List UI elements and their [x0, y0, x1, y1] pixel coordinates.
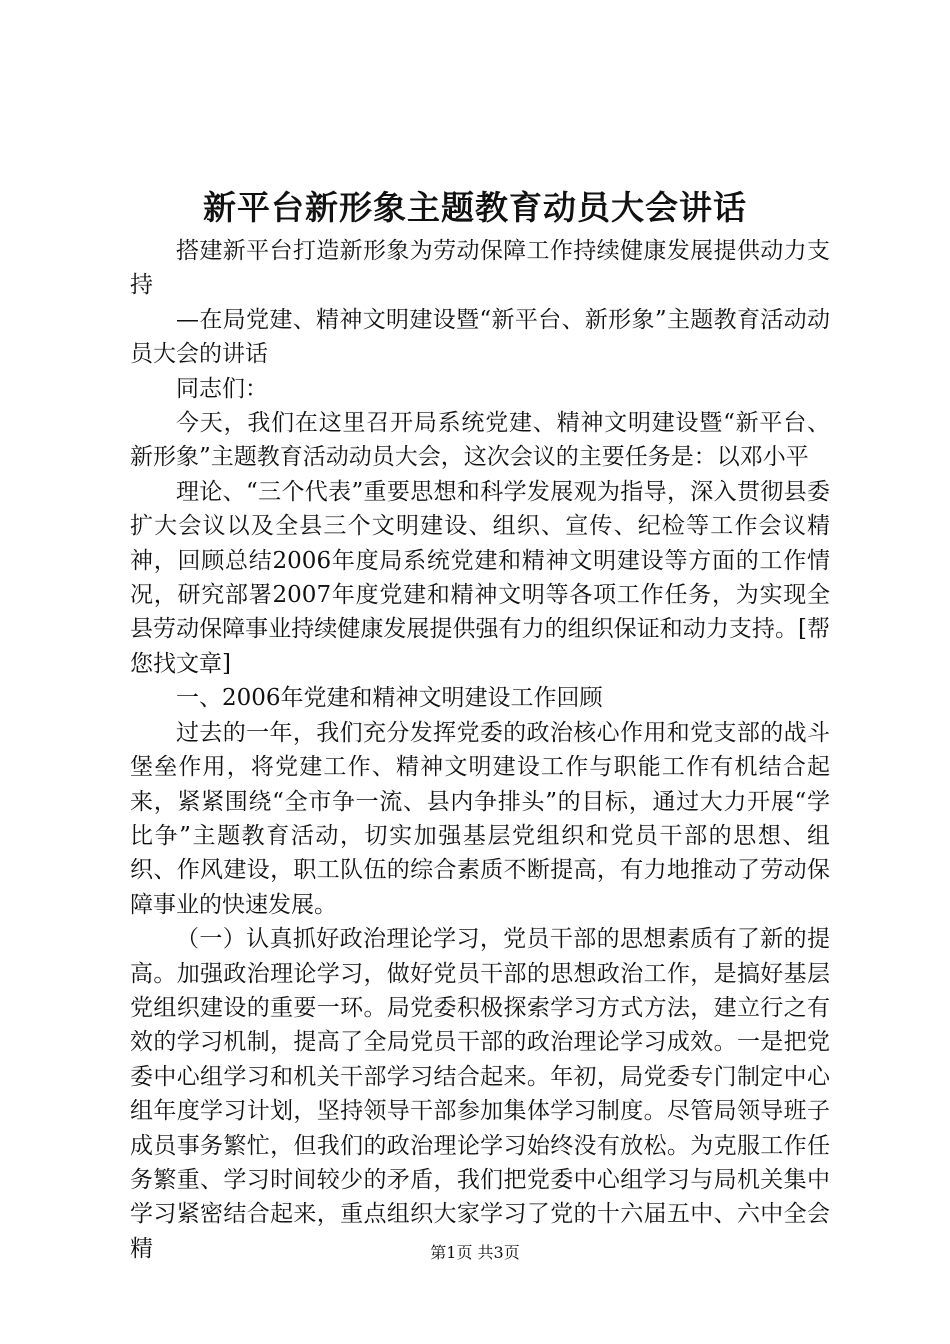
- body-paragraph: （一）认真抓好政治理论学习，党员干部的思想素质有了新的提高。加强政治理论学习，做好党员干部的思想政治工作，是搞好基层党组织建设的重要一环。局党委积极探索学习方式方法，建立行之有效的学习机制，提高了全局党员干部的政治理论学习成效。一是把党委中心组学习和机关干部学习结合起来。年初，局党委专门制定中心组年度学习计划，坚持领导干部参加集体学习制度。尽管局领导班子成员事务繁忙，但我们的政治理论学习始终没有放松。为克服工作任务繁重、学习时间较少的矛盾，我们把党委中心组学习与局机关集中学习紧密结合起来，重点组织大家学习了党的十六届五中、六中全会精: [130, 926, 830, 1262]
- document-title: 新平台新形象主题教育动员大会讲话: [203, 188, 747, 227]
- page-number-footer: 第1页 共3页: [430, 1243, 520, 1262]
- body-paragraph: 今天，我们在这里召开局系统党建、精神文明建设暨“新平台、新形象”主题教育活动动员大会，这次会议的主要任务是：以邓小平: [130, 410, 830, 471]
- body-paragraph: 理论、“三个代表”重要思想和科学发展观为指导，深入贯彻县委扩大会议以及全县三个文明建设、组织、宣传、纪检等工作会议精神，回顾总结2006年度局系统党建和精神文明建设等方面的工作情况，研究部署2007年度党建和精神文明等各项工作任务，为实现全县劳动保障事业持续健康发展提供强有力的组织保证和动力支持。[帮您找文章]: [130, 478, 830, 677]
- salutation-paragraph: 同志们：: [176, 375, 268, 402]
- section-heading: 一、2006年党建和精神文明建设工作回顾: [176, 685, 603, 712]
- subtitle-occasion-paragraph: —在局党建、精神文明建设暨“新平台、新形象”主题教育活动动员大会的讲话: [130, 306, 830, 368]
- subtitle-paragraph: 搭建新平台打造新形象为劳动保障工作持续健康发展提供动力支持: [130, 238, 830, 299]
- document-body: [130, 234, 830, 1266]
- body-paragraph: 过去的一年，我们充分发挥党委的政治核心作用和党支部的战斗堡垒作用，将党建工作、精神文明建设工作与职能工作有机结合起来，紧紧围绕“全市争一流、县内争排头”的目标，通过大力开展“学比争”主题教育活动，切实加强基层党组织和党员干部的思想、组织、作风建设，职工队伍的综合素质不断提高，有力地推动了劳动保障事业的快速发展。: [130, 719, 830, 918]
